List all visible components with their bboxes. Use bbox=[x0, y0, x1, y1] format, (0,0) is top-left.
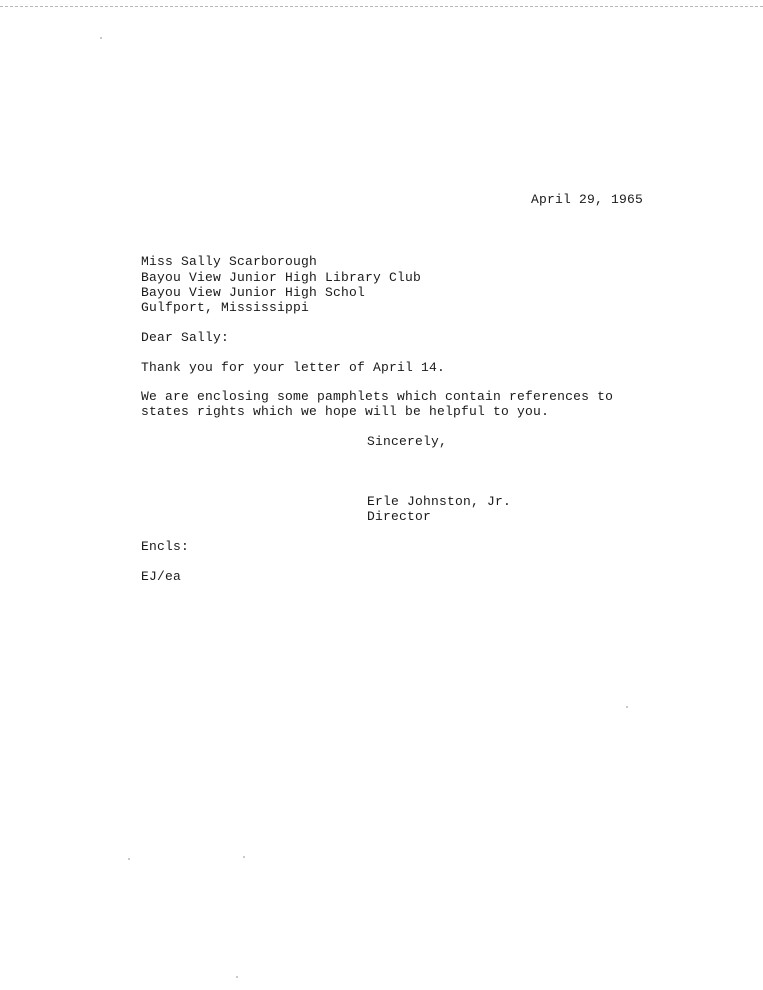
paper-speck bbox=[100, 37, 102, 39]
paper-speck bbox=[626, 706, 628, 708]
page-top-edge bbox=[0, 0, 763, 7]
paper-speck bbox=[128, 858, 130, 860]
body-paragraph-2-line-1: We are enclosing some pamphlets which contain references to bbox=[141, 389, 614, 404]
letter-date: April 29, 1965 bbox=[531, 192, 644, 207]
body-paragraph-1: Thank you for your letter of April 14. bbox=[141, 360, 446, 375]
salutation: Dear Sally: bbox=[141, 330, 230, 345]
paper-speck bbox=[243, 856, 245, 858]
body-paragraph-2-line-2: states rights which we hope will be helpful to you. bbox=[141, 404, 550, 419]
closing: Sincerely, bbox=[367, 434, 448, 449]
signer-name: Erle Johnston, Jr. bbox=[367, 494, 512, 509]
signer-title: Director bbox=[367, 509, 432, 524]
recipient-school: Bayou View Junior High Schol bbox=[141, 285, 366, 300]
recipient-name: Miss Sally Scarborough bbox=[141, 254, 318, 269]
recipient-city: Gulfport, Mississippi bbox=[141, 300, 310, 315]
enclosures-notation: Encls: bbox=[141, 539, 190, 554]
paper-speck bbox=[236, 976, 238, 978]
recipient-organization: Bayou View Junior High Library Club bbox=[141, 270, 422, 285]
reference-initials: EJ/ea bbox=[141, 569, 182, 584]
